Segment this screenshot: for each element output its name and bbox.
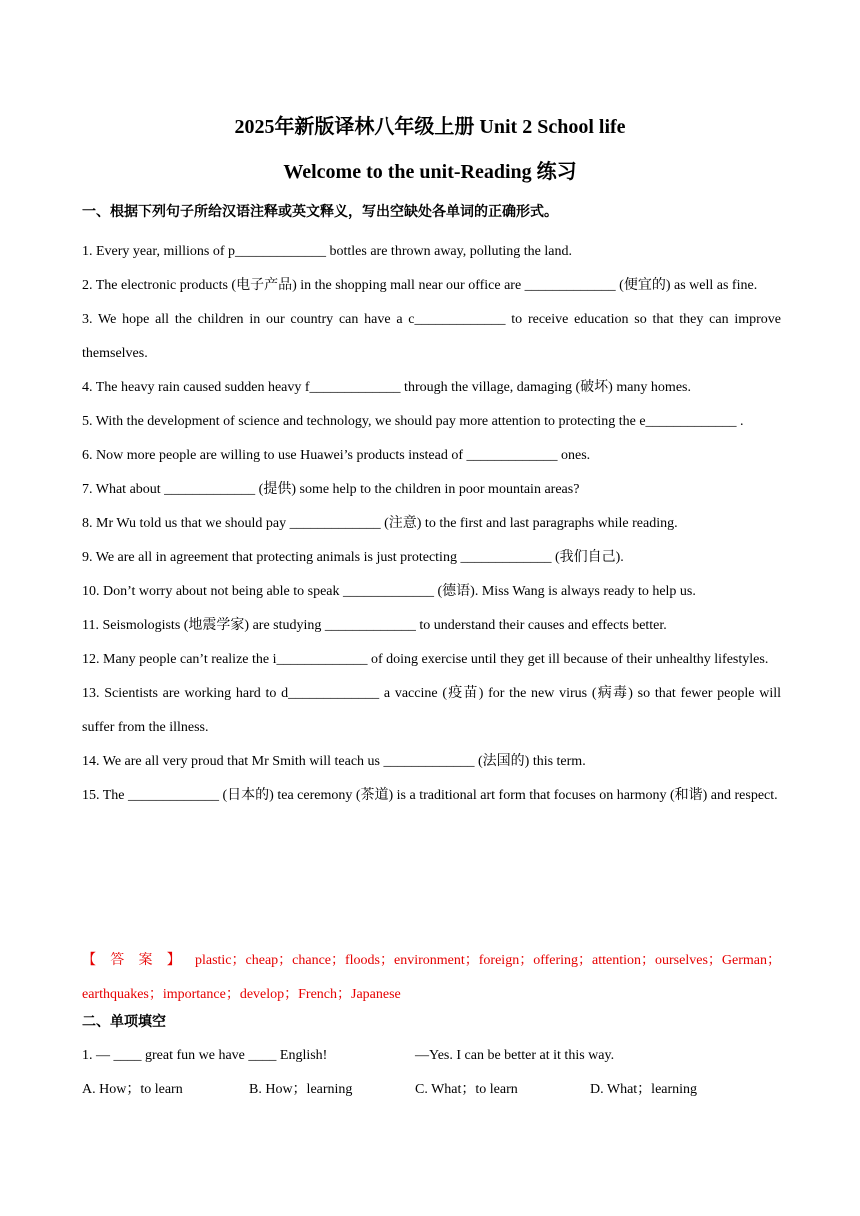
option-d: D. What；learning — [590, 1082, 698, 1097]
exercise-item-11: 11. Seismologists (地震学家) are studying _____________ to understand their causes and effects better. — [82, 618, 667, 633]
section-2-heading: 二、单项填空 — [82, 1014, 166, 1030]
question-1 — [82, 1046, 782, 1066]
exercise-item-1: 1. Every year, millions of p_____________ bottles are thrown away, polluting the land. — [82, 244, 572, 259]
exercise-item-7: 7. What about _____________ (提供) some help to the children in poor mountain areas? — [82, 482, 580, 497]
exercise-item-2: 2. The electronic products (电子产品) in the shopping mall near our office are _____________ (便宜的) as well as fine. — [82, 278, 758, 293]
question-1-reply: —Yes. I can be better at it this way. — [415, 1048, 615, 1063]
answer-text: plastic；cheap；chance；floods；environment；foreign；offering；attention；ourselves；German；earthquakes；importance；develop；French；Japanese — [82, 953, 781, 1002]
exercise-item-6: 6. Now more people are willing to use Huawei’s products instead of _____________ ones. — [82, 448, 591, 463]
exercise-item-5: 5. With the development of science and technology, we should pay more attention to protecting the e_____________ . — [82, 414, 744, 429]
option-c: C. What；to learn — [415, 1082, 518, 1097]
exercise-item-15: 15. The _____________ (日本的) tea ceremony (茶道) is a traditional art form that focuses on harmony (和谐) and respect. — [82, 788, 778, 803]
document-title: 2025年新版译林八年级上册 Unit 2 School life — [234, 116, 626, 138]
document-subtitle: Welcome to the unit-Reading 练习 — [283, 161, 577, 183]
exercise-item-10: 10. Don’t worry about not being able to speak _____________ (德语). Miss Wang is always ready to help us. — [82, 584, 696, 599]
section-1-heading: 一、根据下列句子所给汉语注释或英文释义，写出空缺处各单词的正确形式。 — [82, 204, 558, 220]
exercise-item-14: 14. We are all very proud that Mr Smith will teach us _____________ (法国的) this term. — [82, 754, 586, 769]
answer-tag: 【答案】 — [82, 953, 195, 968]
exercise-item-4: 4. The heavy rain caused sudden heavy f_____________ through the village, damaging (破坏) many homes. — [82, 380, 691, 395]
exercise-list — [82, 235, 781, 813]
question-1-stem: 1. — ____ great fun we have ____ English! — [82, 1048, 328, 1063]
exercise-item-13: 13. Scientists are working hard to d_____________ a vaccine (疫苗) for the new virus (病毒) so that fewer people will suffer from the illness. — [82, 686, 781, 735]
question-1-options — [82, 1080, 782, 1100]
exercise-item-9: 9. We are all in agreement that protecting animals is just protecting _____________ (我们自己). — [82, 550, 624, 565]
exercise-item-3: 3. We hope all the children in our country can have a c_____________ to receive education so that they can improve themselves. — [82, 312, 781, 361]
exercise-item-12: 12. Many people can’t realize the i_____________ of doing exercise until they get ill because of their unhealthy lifestyles. — [82, 652, 769, 667]
exercise-item-8: 8. Mr Wu told us that we should pay _____________ (注意) to the first and last paragraphs while reading. — [82, 516, 678, 531]
option-a: A. How；to learn — [82, 1082, 183, 1097]
answer-key — [82, 944, 781, 1012]
option-b: B. How；learning — [249, 1082, 353, 1097]
